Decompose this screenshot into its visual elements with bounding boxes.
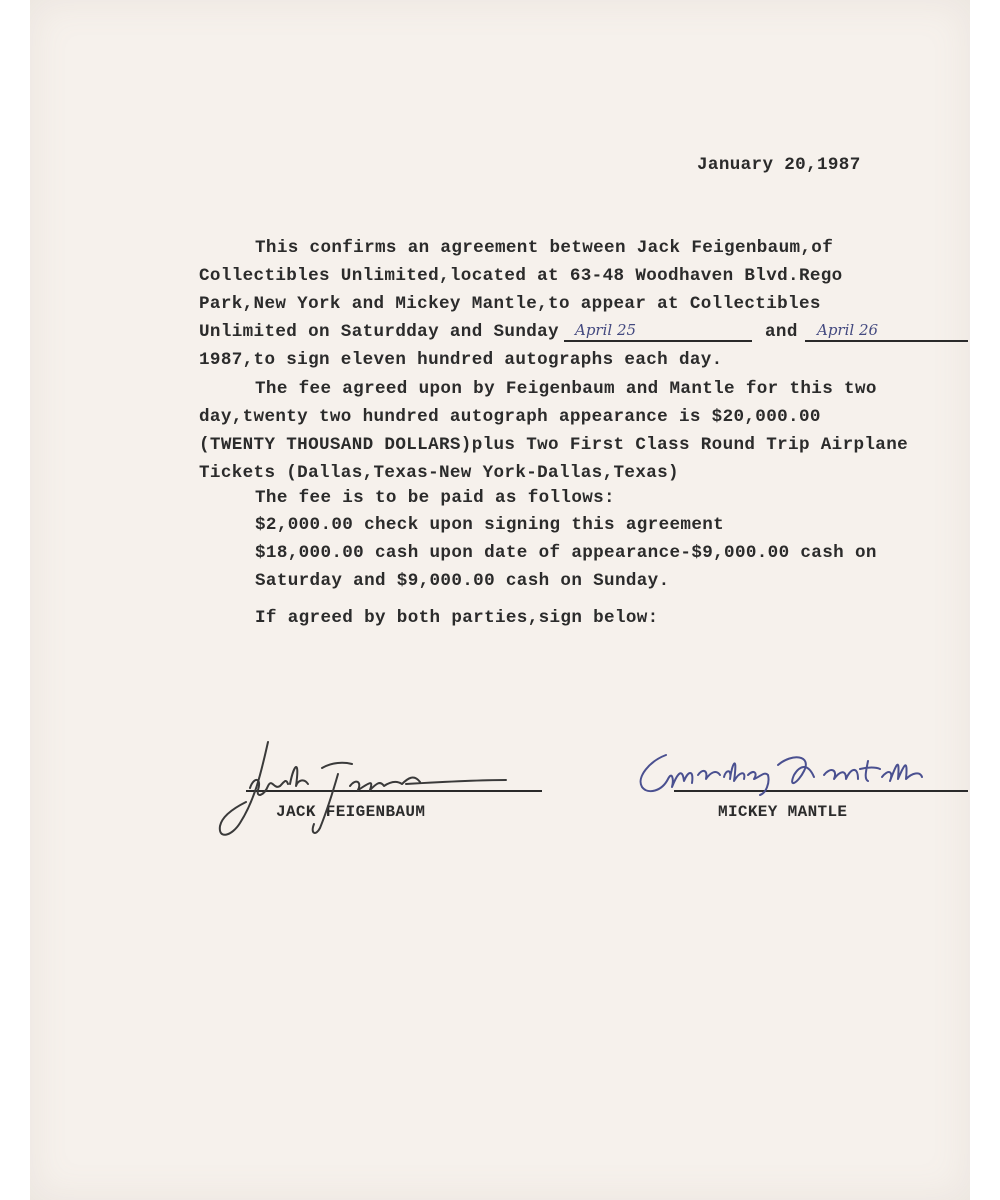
body-line-10: The fee is to be paid as follows: [255,488,615,508]
body-line-9: Tickets (Dallas,Texas-New York-Dallas,Texas) [199,463,679,483]
signature-name-left: JACK FEIGENBAUM [276,803,426,821]
body-line-12: $18,000.00 cash upon date of appearance-$9,000.00 cash on [255,543,877,563]
body-line-11: $2,000.00 check upon signing this agreement [255,515,725,535]
left-handwritten-signature [210,728,510,848]
signature-name-right: MICKEY MANTLE [718,803,848,821]
letter-date: January 20,1987 [697,155,861,175]
body-line-6: The fee agreed upon by Feigenbaum and Mantle for this two [255,379,877,399]
letter-page [30,0,970,1200]
body-line-2: Collectibles Unlimited,located at 63-48 Woodhaven Blvd.Rego [199,266,843,286]
body-line-1: This confirms an agreement between Jack Feigenbaum,of [255,238,834,258]
right-handwritten-signature [628,735,968,805]
handwritten-date-2: April 26 [817,321,879,339]
handwritten-date-1: April 25 [575,321,637,339]
body-line-14: If agreed by both parties,sign below: [255,608,659,628]
body-line-13: Saturday and $9,000.00 cash on Sunday. [255,571,670,591]
body-line-4-and: and [765,322,798,342]
date-blank-2 [805,340,968,342]
body-line-4: Unlimited on Saturdday and Sunday [199,322,559,342]
body-line-5: 1987,to sign eleven hundred autographs each day. [199,350,723,370]
date-blank-1 [564,340,752,342]
body-line-3: Park,New York and Mickey Mantle,to appear at Collectibles [199,294,821,314]
body-line-7: day,twenty two hundred autograph appearance is $20,000.00 [199,407,821,427]
body-line-8: (TWENTY THOUSAND DOLLARS)plus Two First Class Round Trip Airplane [199,435,909,455]
